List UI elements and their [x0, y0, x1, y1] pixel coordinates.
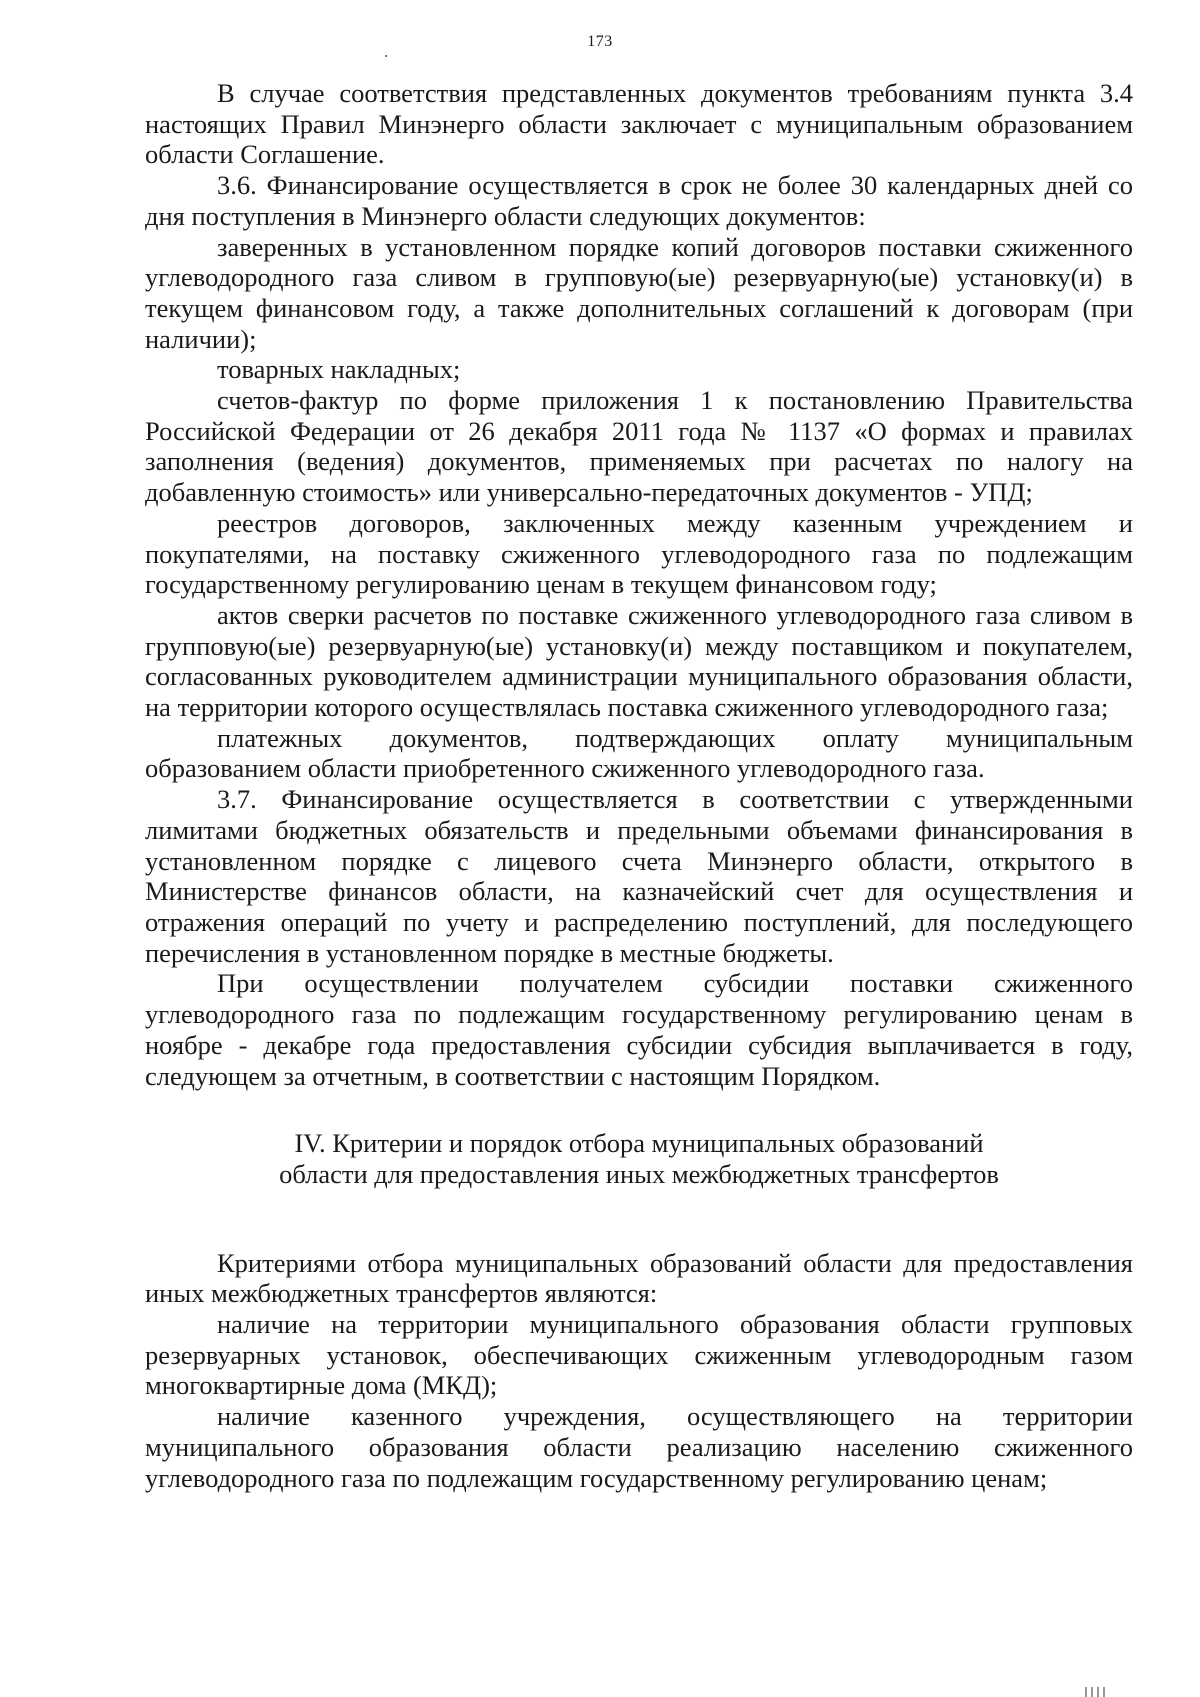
- list-item-waybills: товарных накладных;: [217, 354, 461, 385]
- list-item-reconciliation-acts: актов сверки расчетов по поставке сжиженного углеводородного газа сливом в групповую(ые) резервуарную(ые) установку(и) между поставщиком и покупателем, согласованных руководителем администрации муниципального образования области, на территории которого осуществлялась поставка сжиженного углеводородного газа;: [145, 599, 1133, 723]
- paragraph-3-6: 3.6. Финансирование осуществляется в срок не более 30 календарных дней со дня поступления в Минэнерго области следующих документов:: [145, 170, 1133, 231]
- paragraph-3-7: 3.7. Финансирование осуществляется в соответствии с утвержденными лимитами бюджетных обязательств и предельными объемами финансирования в установленном порядке с лицевого счета Минэнерго области, открытого в Министерстве финансов области, на казначейский счет для осуществления и отражения операций по учету и распределению поступлений, для последующего перечисления в установленном порядке в местные бюджеты.: [145, 784, 1133, 968]
- scan-edge-marks: [1085, 1687, 1105, 1697]
- criteria-item-institution: наличие казенного учреждения, осуществляющего на территории муниципального образования области реализацию населению сжиженного углеводородного газа по подлежащим государственному регулированию ценам;: [145, 1401, 1133, 1493]
- list-item-contracts: заверенных в установленном порядке копий договоров поставки сжиженного углеводородного газа сливом в групповую(ые) резервуарную(ые) установку(и) в текущем финансовом году, а также дополнительных соглашений к договорам (при наличии);: [145, 231, 1133, 354]
- scan-speck: [385, 55, 387, 57]
- paragraph-november-december: При осуществлении получателем субсидии поставки сжиженного углеводородного газа по подлежащим государственному регулированию ценам в ноябре - декабре года предоставления субсидии субсидия выплачивается в году, следующем за отчетным, в соответствии с настоящим Порядком.: [145, 968, 1133, 1091]
- page-number: 173: [587, 33, 613, 50]
- list-item-registers: реестров договоров, заключенных между казенным учреждением и покупателями, на поставку сжиженного углеводородного газа по подлежащим государственному регулированию ценам в текущем финансовом году;: [145, 507, 1133, 600]
- criteria-item-installations: наличие на территории муниципального образования области групповых резервуарных установок, обеспечивающих сжиженным углеводородным газом многоквартирные дома (МКД);: [145, 1309, 1133, 1401]
- paragraph-agreement: В случае соответствия представленных документов требованиям пункта 3.4 настоящих Правил Минэнерго области заключает с муниципальным образованием области Соглашение.: [145, 78, 1133, 170]
- document-body: [145, 78, 1133, 1493]
- section-heading-line-1: IV. Критерии и порядок отбора муниципальных образований: [294, 1128, 984, 1159]
- paragraph-criteria-intro: Критериями отбора муниципальных образований области для предоставления иных межбюджетных трансфертов являются:: [145, 1247, 1133, 1309]
- list-item-invoices: счетов-фактур по форме приложения 1 к постановлению Правительства Российской Федерации от 26 декабря 2011 года № 1137 «О формах и правилах заполнения (ведения) документов, применяемых при расчетах по налогу на добавленную стоимость» или универсально-передаточных документов - УПД;: [145, 385, 1133, 508]
- section-heading: [145, 1128, 1133, 1189]
- section-heading-line-2: области для предоставления иных межбюджетных трансфертов: [279, 1158, 999, 1189]
- list-item-payment-documents: платежных документов, подтверждающих оплату муниципальным образованием области приобретенного сжиженного углеводородного газа.: [145, 722, 1133, 784]
